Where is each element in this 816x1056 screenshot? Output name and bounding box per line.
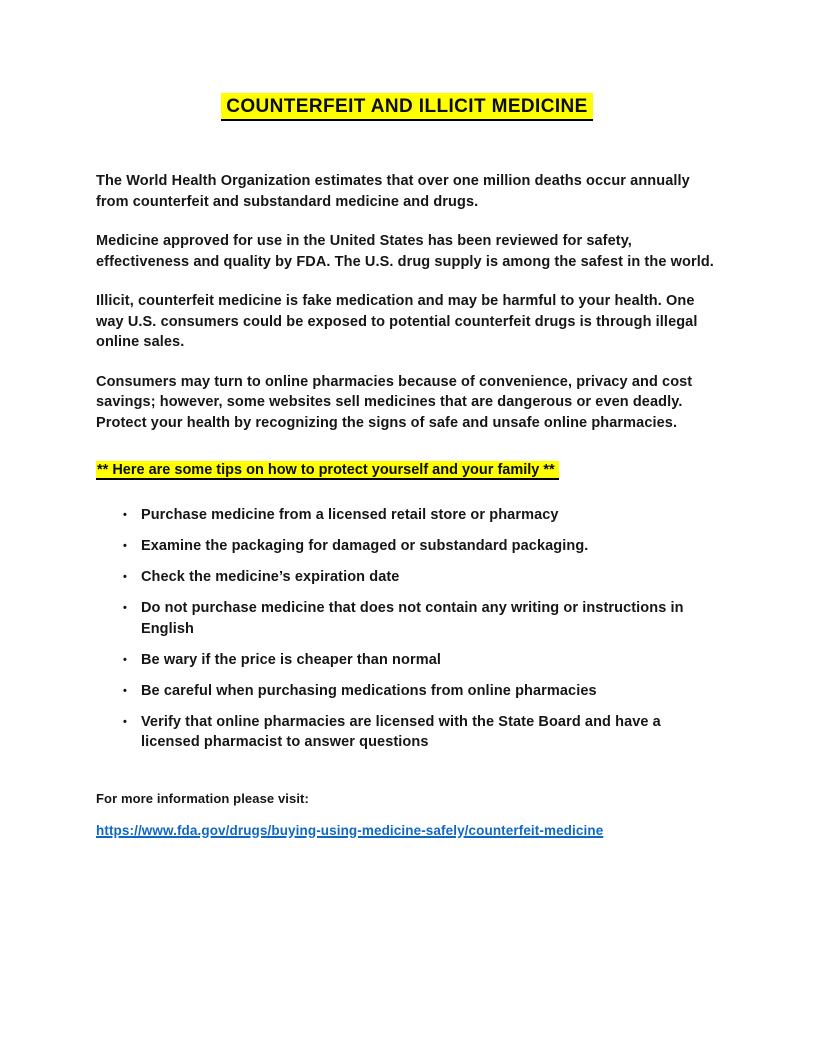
list-item [123, 681, 708, 702]
list-item [123, 536, 708, 557]
list-item-text: Examine the packaging for damaged or substandard packaging. [140, 538, 589, 554]
list-item-text: Check the medicine’s expiration date [140, 569, 400, 585]
list-item [123, 567, 708, 588]
title-row [96, 93, 718, 121]
fda-link[interactable]: https://www.fda.gov/drugs/buying-using-medicine-safely/counterfeit-medicine [96, 822, 604, 838]
bullet-icon: • [123, 653, 127, 666]
list-item [123, 598, 708, 639]
list-item-text: Verify that online pharmacies are licensed with the State Board and have a licensed pharmacist to answer questions [140, 713, 661, 750]
list-item-text: Be wary if the price is cheaper than normal [140, 651, 441, 668]
page-title: COUNTERFEIT AND ILLICIT MEDICINE [221, 93, 592, 121]
list-item [123, 650, 708, 671]
footer-label: For more information please visit: [96, 790, 309, 806]
body-copy [96, 171, 718, 433]
bullet-icon: • [123, 571, 127, 583]
paragraph-who-estimate: The World Health Organization estimates that over one million deaths occur annually from counterfeit and substandard medicine and drugs. [96, 173, 690, 210]
paragraph-fda-review: Medicine approved for use in the United States has been reviewed for safety, effectiveness and quality by FDA. The U.S. drug supply is among the safest in the world. [96, 233, 714, 270]
bullet-icon: • [123, 509, 127, 521]
bullet-icon: • [123, 684, 127, 697]
list-item [123, 505, 708, 526]
tips-heading-row [96, 461, 718, 480]
bullet-icon: • [123, 540, 127, 552]
list-item-text: Be careful when purchasing medications from online pharmacies [140, 682, 597, 699]
list-item-text: Purchase medicine from a licensed retail store or pharmacy [140, 507, 559, 523]
tips-list [96, 505, 718, 753]
list-item-text: Do not purchase medicine that does not contain any writing or instructions in English [140, 600, 684, 637]
paragraph-illicit-medicine: Illicit, counterfeit medicine is fake medication and may be harmful to your health. One way U.S. consumers could be exposed to potential counterfeit drugs is through illegal online sales. [96, 293, 698, 350]
paragraph-online-pharmacies: Consumers may turn to online pharmacies because of convenience, privacy and cost savings; however, some websites sell medicines that are dangerous or even deadly. Protect your health by recognizing the signs of safe and unsafe online pharmacies. [96, 373, 693, 431]
bullet-icon: • [123, 715, 127, 728]
tips-heading: ** Here are some tips on how to protect yourself and your family ** [96, 461, 559, 480]
bullet-icon: • [123, 602, 127, 614]
list-item [123, 712, 708, 753]
